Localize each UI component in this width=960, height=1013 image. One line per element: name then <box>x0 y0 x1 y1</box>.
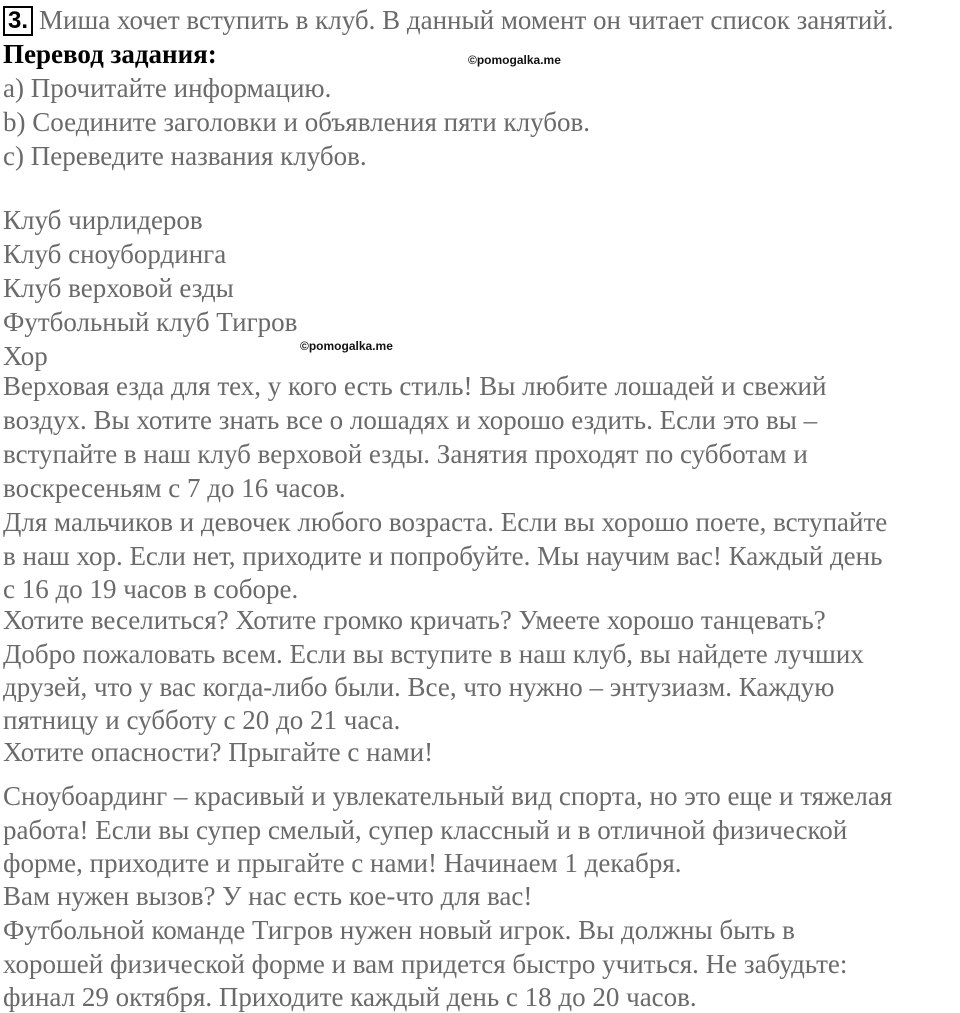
club-title: Клуб чирлидеров <box>3 205 203 235</box>
instruction-a: a) Прочитайте информацию. <box>3 73 332 103</box>
ad-line: хорошей физической форме и вам придется быстро учиться. Не забудьте: <box>3 949 848 979</box>
ad-line: воздух. Вы хотите знать все о лошадях и хорошо ездить. Если это вы – <box>3 405 818 435</box>
ad-line: Хотите веселиться? Хотите громко кричать? Умеете хорошо танцевать? <box>3 605 826 635</box>
instruction-b: b) Соедините заголовки и объявления пяти клубов. <box>3 107 590 137</box>
translation-heading: Перевод задания: <box>3 39 217 69</box>
task-intro: Миша хочет вступить в клуб. В данный момент он читает список занятий. <box>39 5 894 35</box>
ad-line: форме, приходите и прыгайте с нами! Начинаем 1 декабря. <box>3 848 682 878</box>
ad-line: Футбольной команде Тигров нужен новый игрок. Вы должны быть в <box>3 915 795 945</box>
instruction-c: c) Переведите названия клубов. <box>3 141 367 171</box>
club-title: Хор <box>3 341 48 371</box>
ad-line: Хотите опасности? Прыгайте с нами! <box>3 737 434 767</box>
ad-line: в наш хор. Если нет, приходите и попробуйте. Мы научим вас! Каждый день <box>3 541 883 571</box>
club-title: Футбольный клуб Тигров <box>3 307 298 337</box>
ad-line: воскресеньям с 7 до 16 часов. <box>3 473 346 503</box>
ad-line: Сноубоардинг – красивый и увлекательный вид спорта, но это еще и тяжелая <box>3 781 893 811</box>
ad-line: Для мальчиков и девочек любого возраста. Если вы хорошо поете, вступайте <box>3 507 888 537</box>
ad-line: Добро пожаловать всем. Если вы вступите в наш клуб, вы найдете лучших <box>3 639 864 669</box>
ad-line: с 16 до 19 часов в соборе. <box>3 574 299 604</box>
watermark-top: ©pomogalka.me <box>468 53 561 67</box>
ad-line: Верховая езда для тех, у кого есть стиль! Вы любите лошадей и свежий <box>3 371 827 401</box>
task-number: 3. <box>3 6 33 36</box>
club-title: Клуб верховой езды <box>3 273 234 303</box>
ad-line: Вам нужен вызов? У нас есть кое-что для вас! <box>3 881 533 911</box>
ad-line: работа! Если вы супер смелый, супер классный и в отличной физической <box>3 815 848 845</box>
watermark-middle: ©pomogalka.me <box>300 339 393 353</box>
ad-line: финал 29 октября. Приходите каждый день с 18 до 20 часов. <box>3 982 697 1012</box>
club-title: Клуб сноубординга <box>3 239 227 269</box>
ad-line: вступайте в наш клуб верховой езды. Занятия проходят по субботам и <box>3 439 808 469</box>
task-intro-line <box>3 4 894 36</box>
ad-line: друзей, что у вас когда-либо были. Все, что нужно – энтузиазм. Каждую <box>3 672 835 702</box>
ad-line: пятницу и субботу с 20 до 21 часа. <box>3 705 401 735</box>
